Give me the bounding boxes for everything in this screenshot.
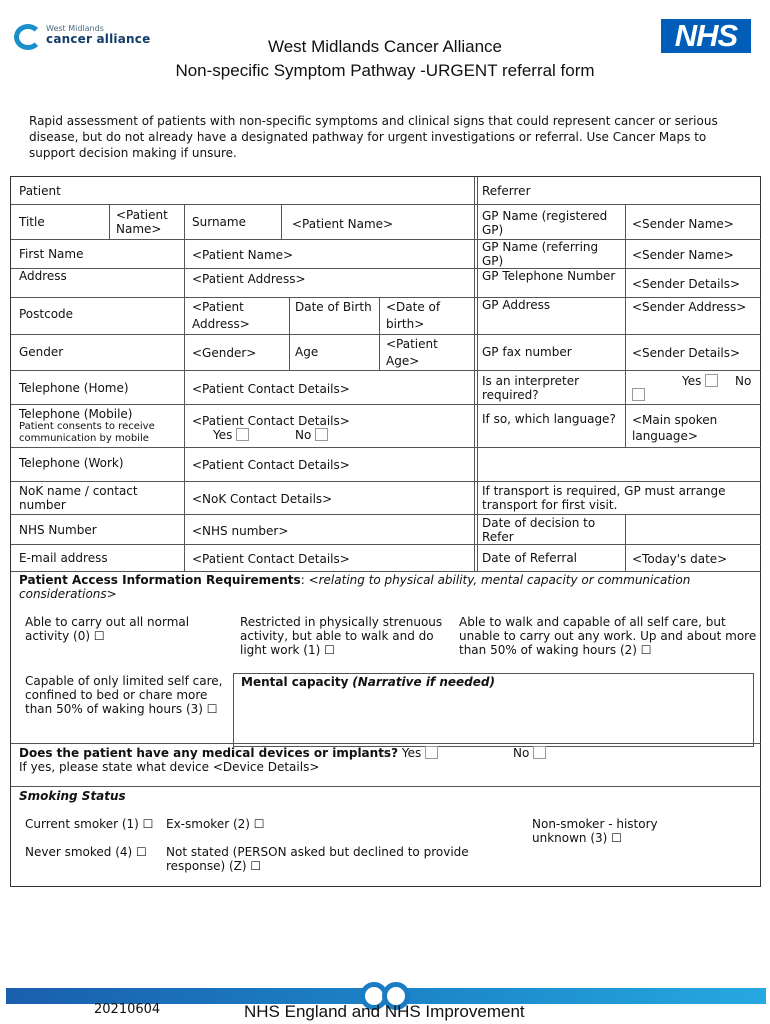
footer-org: NHS England and NHS Improvement	[244, 1002, 525, 1021]
nok-label: NoK name / contact number	[19, 484, 138, 512]
access-option-3[interactable]: Capable of only limited self care, confined to bed or chare more than 50% of waking hours (3) ☐	[25, 674, 223, 716]
referral-date-value[interactable]: <Today's date>	[632, 552, 728, 566]
gp-referring-value[interactable]: <Sender Name>	[632, 248, 734, 262]
access-requirements	[19, 573, 755, 601]
gp-address-value[interactable]: <Sender Address>	[632, 300, 747, 314]
smoking-not-stated[interactable]: Not stated (PERSON asked but declined to provide response) (Z) ☐	[166, 845, 469, 873]
smoking-ex[interactable]: Ex-smoker (2) ☐	[166, 817, 265, 831]
devices-state: If yes, please state what device <Device Details>	[19, 760, 320, 774]
intro-text: Rapid assessment of patients with non-specific symptoms and clinical signs that could represent cancer or serious disease, but do not already have a designated pathway for urgent investigations or referral. Use Cancer Maps to support decision making if unsure.	[29, 114, 718, 160]
interpreter-yes-checkbox[interactable]	[705, 374, 718, 387]
gender-label: Gender	[19, 345, 64, 359]
smoking-unknown[interactable]: Non-smoker - history unknown (3) ☐	[532, 817, 658, 845]
address-label: Address	[19, 269, 67, 283]
postcode-label: Postcode	[19, 307, 74, 321]
gp-referring-label: GP Name (referring GP)	[482, 240, 599, 268]
access-option-2[interactable]: Able to walk and capable of all self care, but unable to carry out any work. Up and about more than 50% of waking hours (2) ☐	[459, 615, 757, 657]
interpreter-yes-label: Yes	[682, 374, 702, 388]
gender-value[interactable]: <Gender>	[192, 346, 257, 360]
nhs-number-value[interactable]: <NHS number>	[192, 524, 289, 538]
gp-fax-label: GP fax number	[482, 345, 572, 359]
mobile-consent-label: Patient consents to receive communication by mobile	[19, 421, 155, 444]
age-value[interactable]: <Patient Age>	[386, 337, 438, 368]
dob-value[interactable]: <Date of birth>	[386, 300, 441, 331]
footer-date: 20210604	[94, 1002, 161, 1017]
mental-capacity-note: (Narrative if needed)	[352, 675, 495, 689]
language-label: If so, which language?	[482, 412, 616, 426]
consent-yes[interactable]	[213, 428, 249, 442]
decision-date-label: Date of decision to Refer	[482, 516, 596, 544]
devices-question: Does the patient have any medical devices or implants?	[19, 746, 399, 760]
consent-no-checkbox[interactable]	[315, 428, 328, 441]
devices-no[interactable]	[513, 746, 546, 760]
access-option-0[interactable]: Able to carry out all normal activity (0) ☐	[25, 615, 190, 643]
access-colon: :	[300, 573, 305, 587]
mental-capacity-heading	[241, 675, 495, 689]
first-name-value[interactable]: <Patient Name>	[192, 248, 294, 262]
interpreter-no[interactable]	[632, 388, 645, 402]
telephone-home-value[interactable]: <Patient Contact Details>	[192, 382, 350, 396]
smoking-never[interactable]: Never smoked (4) ☐	[25, 845, 147, 859]
nhs-number-label: NHS Number	[19, 523, 97, 537]
logo-line1: West Midlands	[46, 24, 104, 33]
mental-capacity-box[interactable]	[233, 673, 754, 747]
language-value[interactable]: <Main spoken language>	[632, 413, 718, 443]
mental-capacity-label: Mental capacity	[241, 675, 349, 689]
access-heading: Patient Access Information Requirements	[19, 573, 301, 587]
nhs-logo: NHS	[661, 19, 751, 53]
referral-form	[10, 176, 761, 887]
email-label: E-mail address	[19, 551, 108, 565]
gp-fax-value[interactable]: <Sender Details>	[632, 346, 741, 360]
logo-line2: cancer alliance	[46, 32, 151, 46]
gp-registered-label: GP Name (registered GP)	[482, 209, 608, 237]
devices-question-row	[19, 746, 438, 760]
surname-label: Surname	[192, 215, 246, 229]
nok-value[interactable]: <NoK Contact Details>	[192, 492, 333, 506]
devices-yes-checkbox[interactable]	[425, 746, 438, 759]
consent-yes-checkbox[interactable]	[236, 428, 249, 441]
access-note: <relating to physical ability, mental capacity or communication considerations>	[19, 573, 691, 601]
title-value[interactable]: <Patient Name>	[116, 208, 168, 236]
interpreter-no-label: No	[735, 374, 752, 388]
gp-address-label: GP Address	[482, 298, 551, 312]
consent-yes-label: Yes	[213, 428, 233, 442]
referrer-heading: Referrer	[482, 184, 531, 198]
telephone-work-label: Telephone (Work)	[19, 456, 124, 470]
smoking-current[interactable]: Current smoker (1) ☐	[25, 817, 154, 831]
access-option-1[interactable]: Restricted in physically strenuous activity, but able to walk and do light work (1) ☐	[240, 615, 443, 657]
devices-no-checkbox[interactable]	[533, 746, 546, 759]
telephone-mobile-value[interactable]: <Patient Contact Details>	[192, 414, 350, 428]
telephone-mobile-label: Telephone (Mobile)	[19, 407, 133, 421]
smoking-heading: Smoking Status	[19, 789, 126, 803]
title-label: Title	[19, 215, 45, 229]
surname-value[interactable]: <Patient Name>	[292, 217, 394, 231]
telephone-home-label: Telephone (Home)	[19, 381, 129, 395]
interpreter-yes[interactable]	[682, 374, 718, 388]
referral-date-label: Date of Referral	[482, 551, 578, 565]
consent-no[interactable]	[295, 428, 328, 442]
devices-no-label: No	[513, 746, 530, 760]
transport-note: If transport is required, GP must arrange transport for first visit.	[482, 484, 726, 512]
gp-telephone-value[interactable]: <Sender Details>	[632, 277, 741, 291]
gp-telephone-label: GP Telephone Number	[482, 269, 616, 283]
telephone-work-value[interactable]: <Patient Contact Details>	[192, 458, 350, 472]
dob-label: Date of Birth	[295, 300, 372, 314]
interpreter-label: Is an interpreter required?	[482, 374, 580, 402]
consent-no-label: No	[295, 428, 312, 442]
address-value[interactable]: <Patient Address>	[192, 272, 306, 286]
email-value[interactable]: <Patient Contact Details>	[192, 552, 350, 566]
patient-heading: Patient	[19, 184, 61, 198]
page-title: West Midlands Cancer Alliance	[267, 37, 502, 56]
interpreter-no-checkbox[interactable]	[632, 388, 645, 401]
age-label: Age	[295, 345, 319, 359]
devices-yes-label: Yes	[401, 746, 422, 760]
first-name-label: First Name	[19, 247, 84, 261]
gp-registered-value[interactable]: <Sender Name>	[632, 217, 734, 231]
postcode-value[interactable]: <Patient Address>	[192, 300, 250, 331]
page-subtitle: Non-specific Symptom Pathway -URGENT referral form	[175, 61, 595, 80]
